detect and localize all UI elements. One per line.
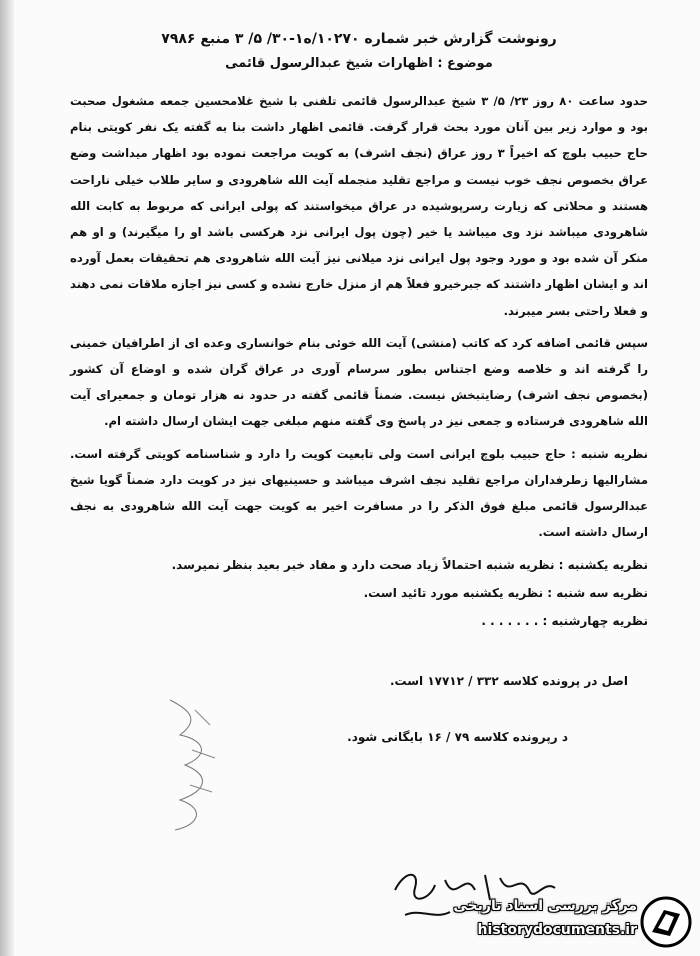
opinion-saturday: نظریه شنبه : حاج حبیب بلوچ ایرانی است ولی تابعیت کویت را دارد و شناسنامه کویتی گرفته است. مشارالیها زطرفداران مراجع تقلید نجف اشرف میباشد و حسینیهای نیز در کویت دارد ضمناً گویا شیخ عبدالرسول قائمی مبلغ فوق الذکر را در مسافرت اخیر به کویت جهت آیت الله شاهرودی به نجف ارسال داشته است. <box>70 446 648 540</box>
scan-shadow-edge <box>0 0 14 956</box>
watermark-url-text: historydocuments.ir <box>477 922 637 938</box>
original-file-reference: اصل در پرونده کلاسه ۳۳۲ / ۱۷۷۱۲ است. <box>389 674 628 689</box>
document-body <box>70 28 648 749</box>
opinion-tuesday: نظریه سه شنبه : نظریه یکشنبه مورد تائید است. <box>363 586 648 601</box>
report-header: رونوشت گزارش خبر شماره ۱۰۲۷۰/ه۱-۳۰/ ۵/ ۳ منبع ۷۹۸۶ <box>161 31 557 47</box>
report-paragraph-2: سپس قائمی اضافه کرد که کاتب (منشی) آیت الله خوئی بنام خوانساری وعده ای از اطرافیان خمینی را گرفته اند و خلاصه وضع اجتناس بطور سرسام آوری در عراق گران شده و اوضاع آن کشور (بخصوص نجف اشرف) رضایتبخش نیست. ضمناً قائمی گفته در حدود نه هزار تومان و جمعیرای آیت الله شاهرودی فرستاده و جمعی نیز در پاسخ وی گفته منهم مبلغی جهت ایشان ارسال داشته ام. <box>70 335 648 429</box>
watermark-persian-text: مرکز بررسی اسناد تاریخی <box>453 898 637 914</box>
margin-scribble-mark <box>150 690 240 840</box>
archive-logo-icon <box>640 896 692 948</box>
archive-file-instruction: د رپرونده کلاسه ۷۹ / ۱۶ بایگانی شود. <box>347 730 568 745</box>
archive-watermark <box>432 896 692 948</box>
report-subject: موضوع : اظهارات شیخ عبدالرسول قائمی <box>225 56 493 71</box>
opinion-sunday: نظریه یکشنبه : نظریه شنبه احتمالاً زیاد صحت دارد و مفاد خبر بعید بنظر نمیرسد. <box>171 558 648 573</box>
opinion-wednesday: نظریه چهارشنبه : . . . . . . . <box>481 614 648 629</box>
report-paragraph-1: حدود ساعت ۸۰ روز ۲۳/ ۵/ ۳ شیخ عبدالرسول قائمی تلفنی با شیخ غلامحسین جمعه مشغول صحبت بود و موارد زیر بین آنان مورد بحث قرار گرفت. قائمی اظهار داشت بنا به گفته یک نفر کویتی بنام حاج حبیب بلوچ که اخیراً ۳ روز عراق (نجف اشرف) به کویت مراجعت نموده بود اظهار میداشت وضع عراق بخصوص نجف خوب نیست و مراجع تقلید منجمله آیت الله شاهرودی و سایر طلاب خیلی ناراحت هستند و محلاتی که زیارت رسرپوشیده در عراق میخواستند که پولی ایرانی که مربوط به کابت الله شاهرودی میباشد نزد وی میباشد یا خیر (چون پول ایرانی نزد هرکسی باشد او را میگیرند) و او هم منکر آن شده بود و مورد وجود پول ایرانی نزد میلانی نیز آیت الله شاهرودی هم تحقیقات بعمل آورده اند و ایشان اظهار داشتند که جبرخیرو فعلاً هم از منزل خارج نشده و کسی نیز اجازه ملاقات نمی دهند و فعلا راحتی بسر میبرند. <box>70 94 648 318</box>
